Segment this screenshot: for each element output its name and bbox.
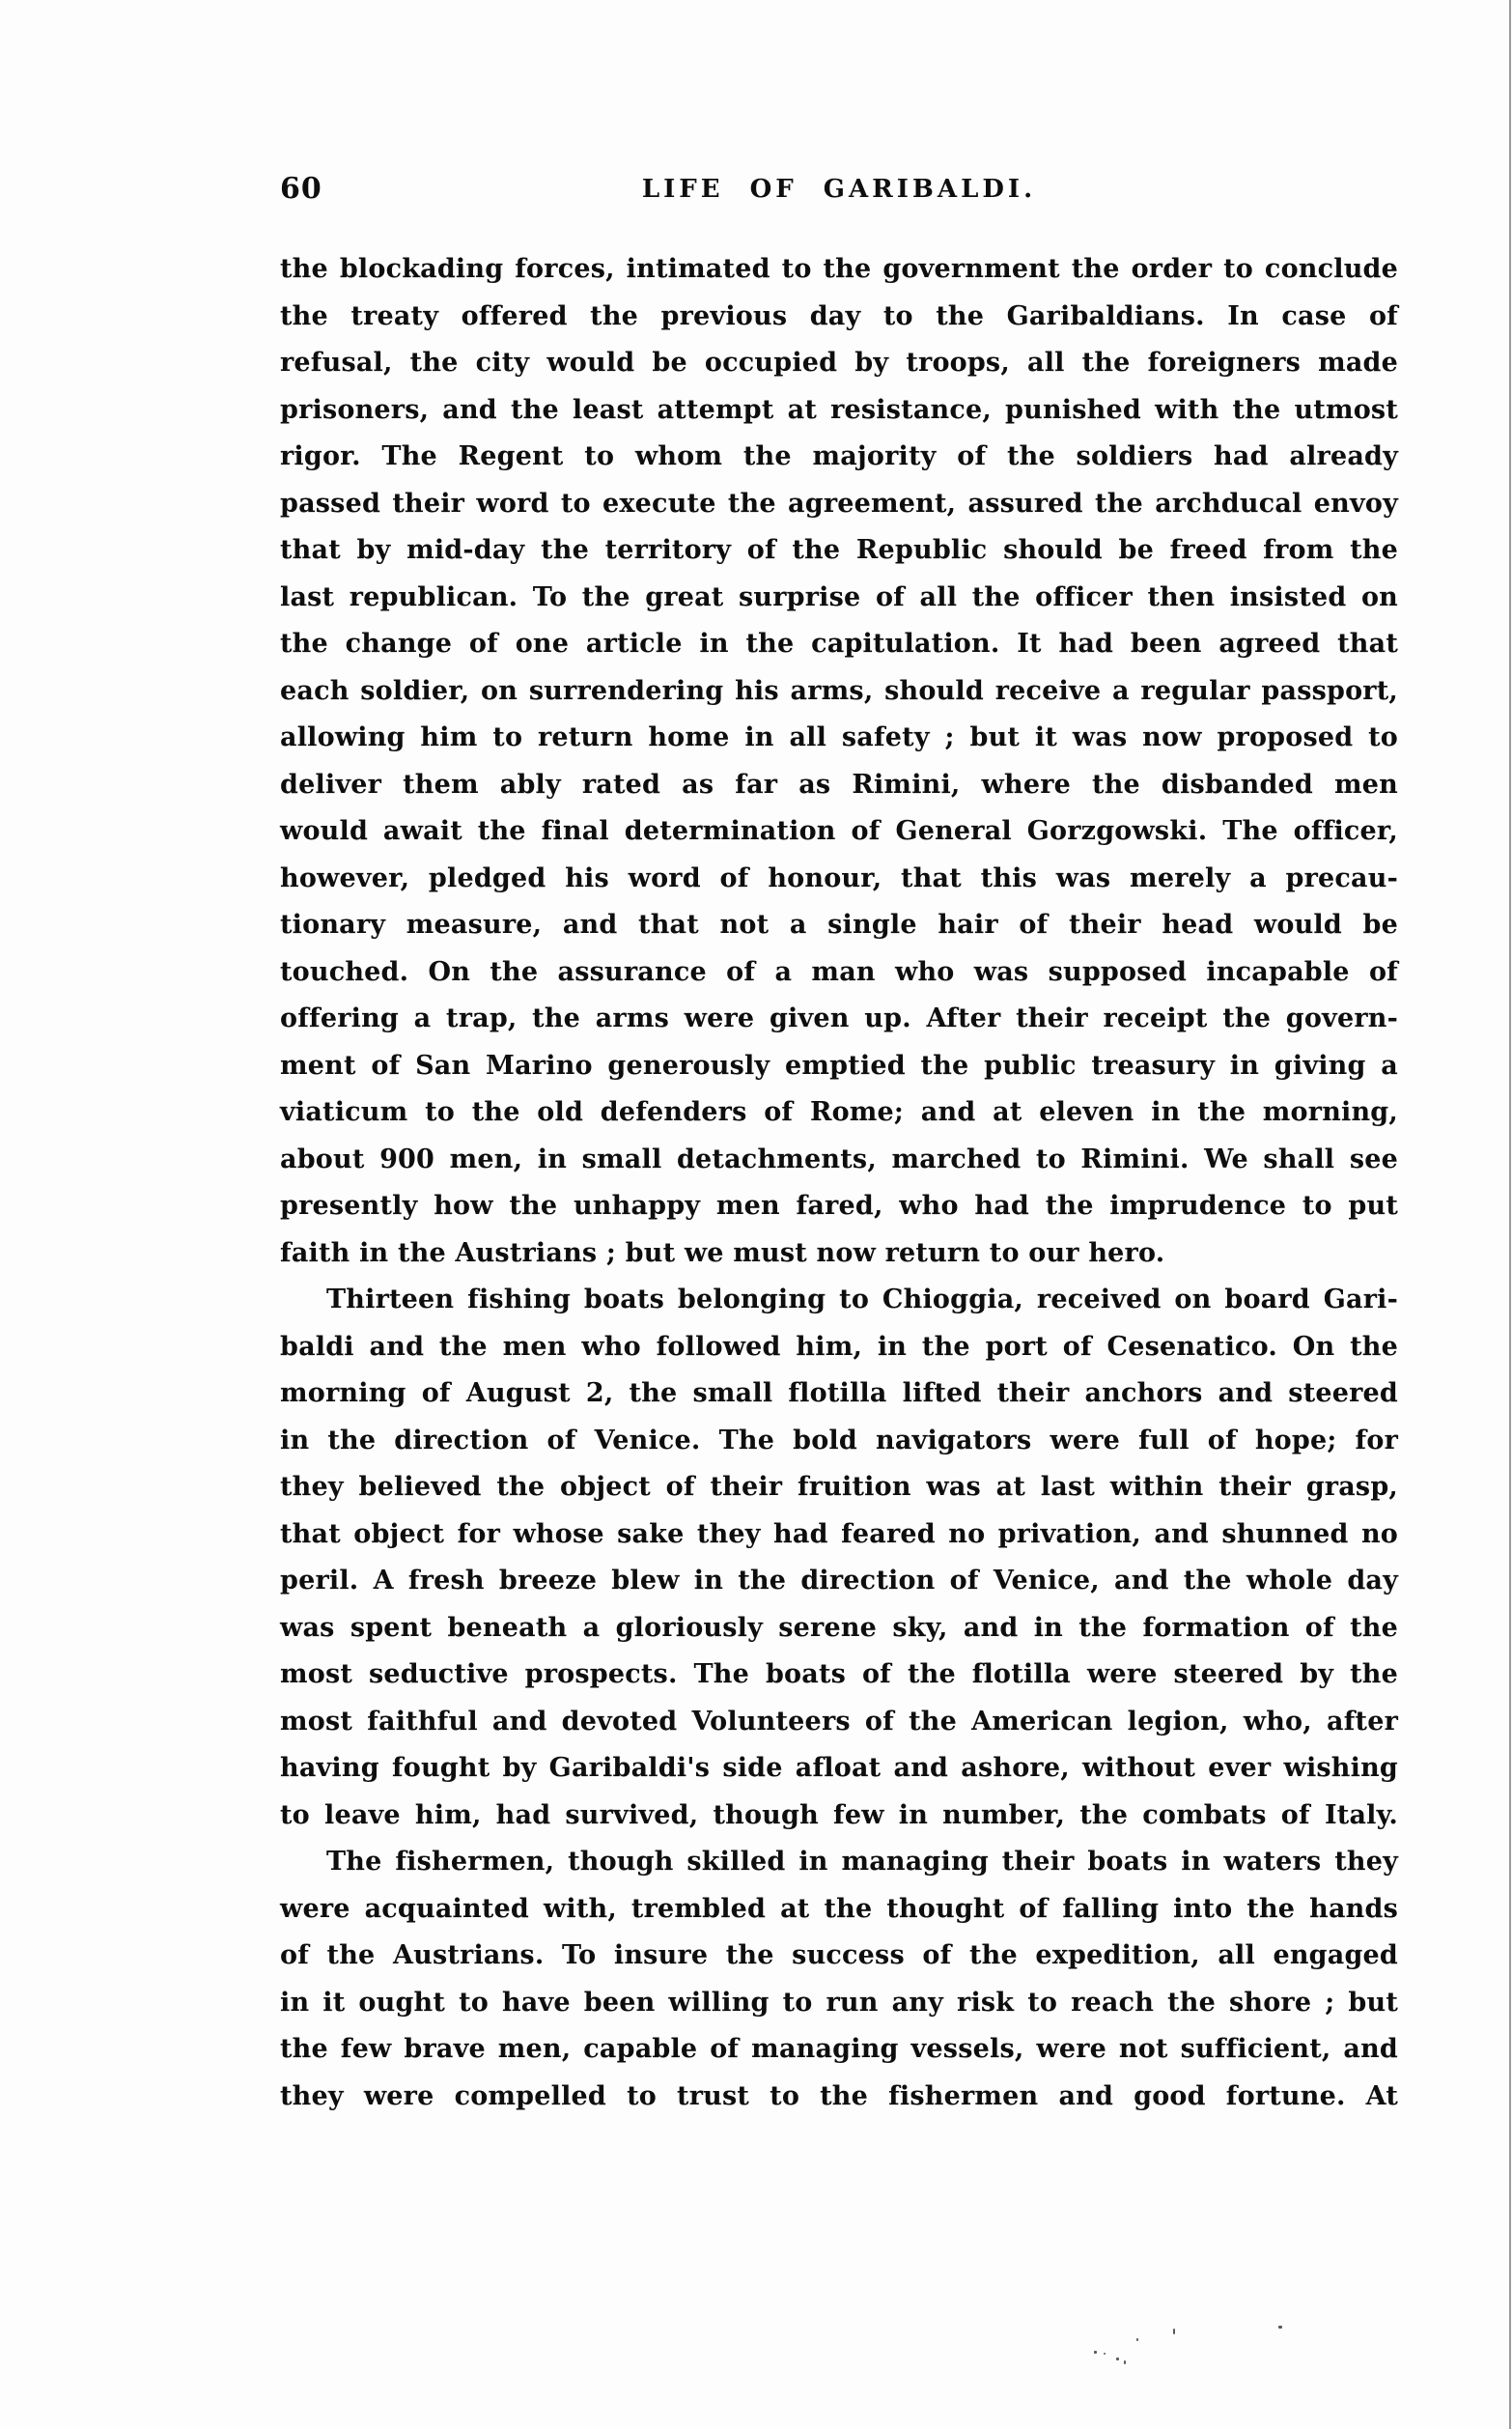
- page-number: 60: [280, 172, 322, 206]
- text-line: last republican. To the great surprise of all the officer then insisted on: [280, 581, 1398, 612]
- text-block: [280, 246, 1398, 2120]
- text-line: allowing him to return home in all safety ; but it was now proposed to: [280, 722, 1398, 752]
- text-line: tionary measure, and that not a single hair of their head would be: [280, 910, 1398, 940]
- text-line: to leave him, had survived, though few in number, the combats of Italy.: [280, 1799, 1398, 1830]
- text-line: ment of San Marino generously emptied the public treasury in giving a: [280, 1050, 1398, 1081]
- running-title: LIFE OF GARIBALDI.: [641, 175, 1037, 204]
- text-line: of the Austrians. To insure the success of the expedition, all engaged: [280, 1940, 1398, 1970]
- text-line: most faithful and devoted Volunteers of the American legion, who, after: [280, 1706, 1398, 1737]
- text-line: most seductive prospects. The boats of the flotilla were steered by the: [280, 1659, 1398, 1689]
- text-line: touched. On the assurance of a man who was supposed incapable of: [280, 956, 1398, 987]
- text-line: deliver them ably rated as far as Rimini, where the disbanded men: [280, 769, 1398, 800]
- text-line: however, pledged his word of honour, that this was merely a precau-: [280, 862, 1398, 893]
- scan-speck-artifact: [1136, 2338, 1138, 2341]
- text-line: were acquainted with, trembled at the thought of falling into the hands: [280, 1893, 1398, 1924]
- text-line: rigor. The Regent to whom the majority of the soldiers had already: [280, 441, 1398, 471]
- text-line: presently how the unhappy men fared, who had the imprudence to put: [280, 1191, 1398, 1221]
- text-line: morning of August 2, the small flotilla lifted their anchors and steered: [280, 1378, 1398, 1408]
- text-line: the change of one article in the capitulation. It had been agreed that: [280, 629, 1398, 659]
- text-line: Thirteen fishing boats belonging to Chioggia, received on board Gari-: [326, 1285, 1398, 1314]
- text-line: each soldier, on surrendering his arms, should receive a regular passport,: [280, 675, 1398, 706]
- text-line: they believed the object of their fruition was at last within their grasp,: [280, 1472, 1398, 1502]
- text-line: viaticum to the old defenders of Rome; and at eleven in the morning,: [280, 1097, 1398, 1127]
- text-line: faith in the Austrians ; but we must now return to our hero.: [280, 1237, 1165, 1268]
- text-line: offering a trap, the arms were given up. After their receipt the govern-: [280, 1003, 1398, 1033]
- text-line: passed their word to execute the agreement, assured the archducal envoy: [280, 488, 1398, 519]
- scan-speck-artifact: [1116, 2358, 1119, 2360]
- text-line: that object for whose sake they had feared no privation, and shunned no: [280, 1518, 1398, 1549]
- text-line: was spent beneath a gloriously serene sky, and in the formation of the: [280, 1612, 1398, 1643]
- text-line: peril. A fresh breeze blew in the direction of Venice, and the whole day: [280, 1566, 1398, 1596]
- text-line: The fishermen, though skilled in managing their boats in waters they: [326, 1847, 1398, 1877]
- scan-speck-artifact: [1124, 2360, 1126, 2364]
- page-edge-line: [1509, 0, 1511, 2429]
- text-line: in the direction of Venice. The bold navigators were full of hope; for: [280, 1425, 1398, 1455]
- scan-speck-artifact: [1104, 2353, 1106, 2355]
- scan-speck-artifact: [1173, 2329, 1175, 2334]
- text-line: they were compelled to trust to the fishermen and good fortune. At: [280, 2080, 1398, 2111]
- text-line: baldi and the men who followed him, in the port of Cesenatico. On the: [280, 1331, 1398, 1362]
- text-line: having fought by Garibaldi's side afloat and ashore, without ever wishing: [280, 1753, 1398, 1783]
- text-line: the blockading forces, intimated to the government the order to conclude: [280, 254, 1398, 284]
- text-line: in it ought to have been willing to run any risk to reach the shore ; but: [280, 1987, 1398, 2018]
- text-line: about 900 men, in small detachments, marched to Rimini. We shall see: [280, 1144, 1398, 1174]
- scan-speck-artifact: [1278, 2326, 1282, 2329]
- text-line: that by mid-day the territory of the Republic should be freed from the: [280, 535, 1398, 565]
- text-line: the treaty offered the previous day to the Garibaldians. In case of: [280, 300, 1398, 331]
- scan-speck-artifact: [1094, 2351, 1097, 2354]
- text-line: prisoners, and the least attempt at resistance, punished with the utmost: [280, 394, 1398, 425]
- text-line: the few brave men, capable of managing vessels, were not sufficient, and: [280, 2034, 1398, 2064]
- page-header: [280, 172, 1398, 211]
- text-line: refusal, the city would be occupied by troops, all the foreigners made: [280, 348, 1398, 378]
- text-line: would await the final determination of General Gorzgowski. The officer,: [280, 816, 1398, 846]
